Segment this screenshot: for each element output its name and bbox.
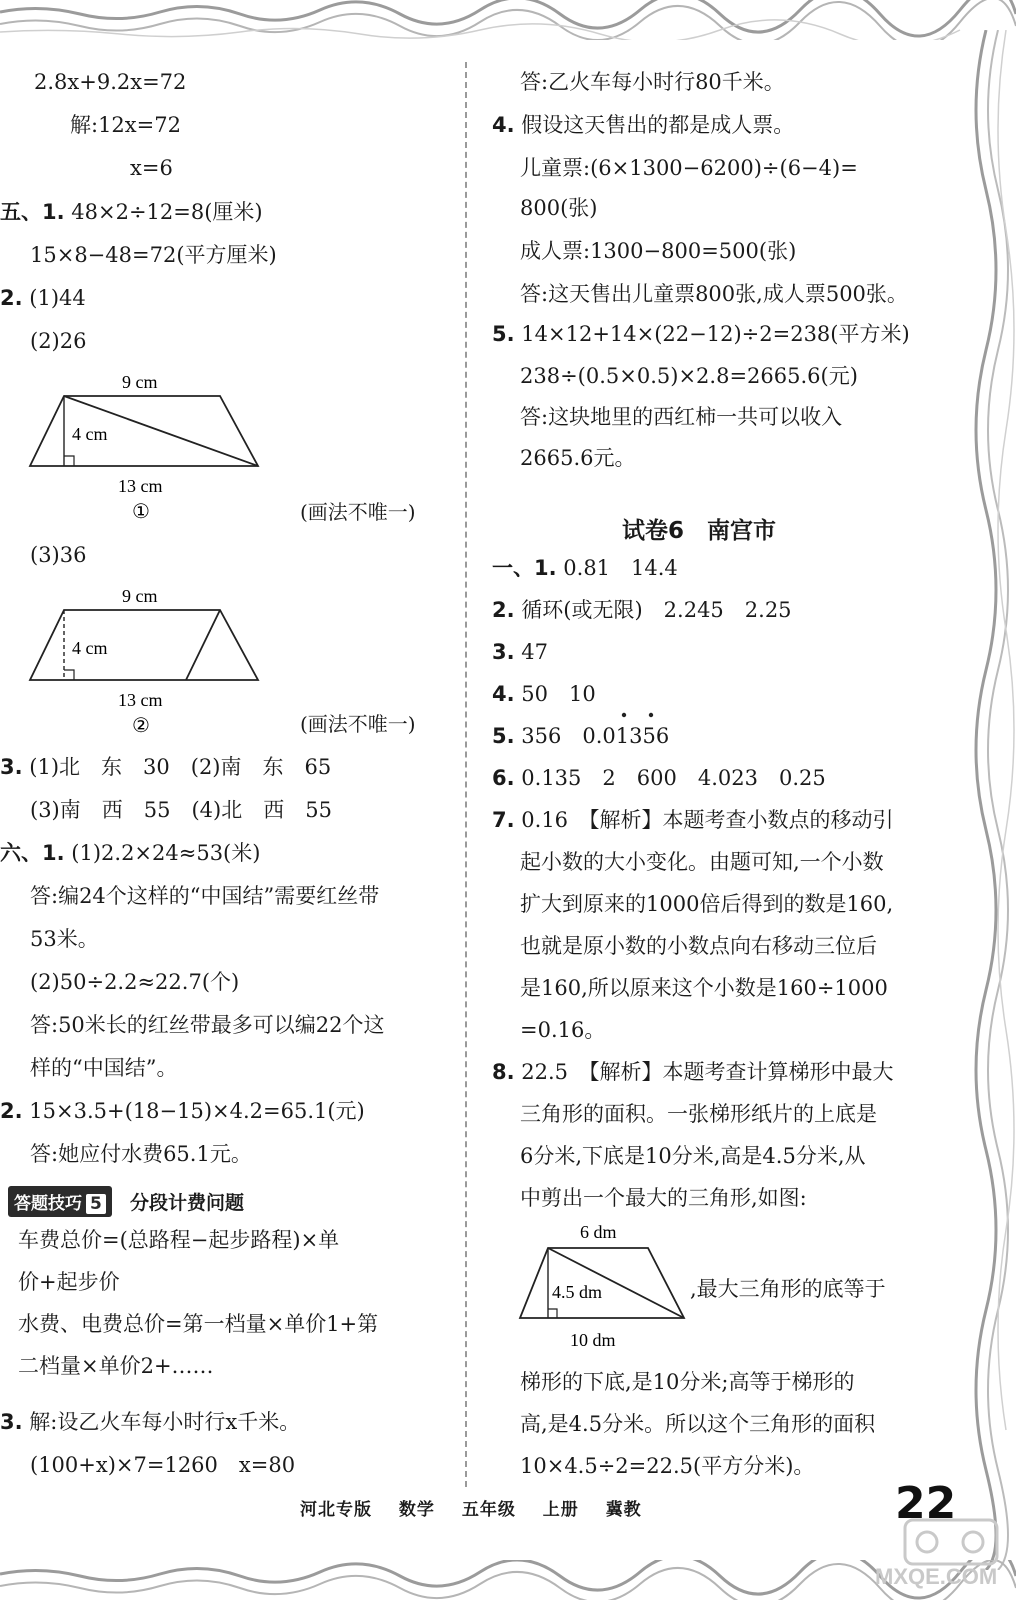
footer [300,1495,662,1520]
answer-text: 356 0.01356 [521,724,670,748]
question-number: 3. [0,1410,23,1434]
question-4 [492,113,794,137]
answer-line: (3)南 西 55 (4)北 西 55 [30,798,332,822]
question-s3 [492,640,548,664]
footer-subject: 数学 [398,1500,435,1520]
drawing-note: (画法不唯一) [300,500,416,524]
answer-line: (2)50÷2.2≈22.7(个) [30,970,240,994]
answer-text: (1)北 东 30 (2)南 东 65 [29,755,332,779]
answer-line: (100+x)×7=1260 x=80 [30,1453,296,1477]
figure-number: ② [132,715,150,737]
answer-text: 22.5 【解析】本题考查计算梯形中最大 [521,1060,894,1084]
question-s1 [492,556,678,580]
height-label: 4.5 dm [552,1282,603,1302]
question-s2 [492,598,792,622]
svg-text:MXQE.COM: MXQE.COM [875,1564,998,1589]
question-number: 5. [492,724,515,748]
answer-line: 10×4.5÷2=22.5(平方分米)。 [520,1454,815,1478]
answer-line: 800(张) [520,196,598,220]
footer-region: 河北专版 [300,1500,372,1520]
question-number: 2. [0,286,23,310]
answer-text: 50 10 [521,682,596,706]
tip-badge [8,1186,112,1217]
answer-line: 梯形的下底,是10分米;高等于梯形的 [520,1370,855,1394]
question-number: 8. [492,1060,515,1084]
trapezoid-diagram [20,582,280,742]
answer-line: 答:乙火车每小时行80千米。 [520,70,785,94]
question-number: 5. [492,322,515,346]
question-6-2 [0,1099,365,1123]
answer-line: 答:50米长的红丝带最多可以编22个这 [30,1013,385,1037]
question-number: 3. [492,640,515,664]
top-base-label: 6 dm [580,1222,617,1242]
footer-grade: 五年级 [461,1500,516,1520]
answer-line: 是160,所以原来这个小数是160÷1000 [520,976,888,1000]
tip-label: 答题技巧 [14,1194,82,1214]
equation-line: 2.8x+9.2x=72 [34,70,187,94]
answer-text: 48×2÷12=8(厘米) [71,200,263,224]
answer-text: 15×3.5+(18−15)×4.2=65.1(元) [29,1099,365,1123]
question-number: 一、1. [492,556,557,580]
repeating-decimal-dots [620,710,660,720]
tip-number: 5 [86,1194,106,1214]
answer-text: 14×12+14×(22−12)÷2=238(平方米) [521,322,910,346]
answer-line: 也就是原小数的小数点向右移动三位后 [520,934,877,958]
figure-number: ① [132,501,150,523]
answer-line: 高,是4.5分米。所以这个三角形的面积 [520,1412,876,1436]
trapezoid-diagram [20,368,280,528]
answer-line: 中剪出一个最大的三角形,如图: [520,1186,807,1210]
answer-line: 样的“中国结”。 [30,1056,178,1080]
answer-text: 0.16 【解析】本题考查小数点的移动引 [521,808,894,832]
answer-line: (2)26 [30,329,87,353]
answer-line: ,最大三角形的底等于 [690,1277,886,1301]
question-s7 [492,808,894,832]
top-base-label: 9 cm [122,586,158,606]
answer-text: (1)44 [29,286,86,310]
answer-text: 解:设乙火车每小时行x千米。 [29,1410,301,1434]
question-number: 6. [492,766,515,790]
answer-line: 238÷(0.5×0.5)×2.8=2665.6(元) [520,364,858,388]
question-number: 五、1. [0,200,65,224]
right-border [946,30,1016,1570]
section-title: 试卷6 南宫市 [622,518,777,544]
question-5-2 [0,286,86,310]
answer-line: 儿童票:(6×1300−6200)÷(6−4)= [520,156,858,180]
bottom-base-label: 13 cm [118,690,163,710]
answer-line: 15×8−48=72(平方厘米) [30,243,277,267]
answer-line: 6分米,下底是10分米,高是4.5分米,从 [520,1144,866,1168]
answer-text: (1)2.2×24≈53(米) [71,841,261,865]
question-5-3 [0,755,331,779]
answer-line: =0.16。 [520,1018,606,1042]
answer-text: 47 [521,640,549,664]
answer-line: 成人票:1300−800=500(张) [520,239,797,263]
top-base-label: 9 cm [122,372,158,392]
answer-text: 循环(或无限) 2.245 2.25 [521,598,792,622]
answer-line: 53米。 [30,927,99,951]
question-s8 [492,1060,894,1084]
question-number: 4. [492,682,515,706]
page-number: 22 [895,1478,957,1529]
answer-line: 2665.6元。 [520,446,636,470]
tip-line: 车费总价=(总路程−起步路程)×单 [18,1228,340,1252]
question-number: 3. [0,755,23,779]
tip-line: 价+起步价 [18,1270,120,1294]
answer-line: 答:编24个这样的“中国结”需要红丝带 [30,884,380,908]
answer-text: 假设这天售出的都是成人票。 [521,113,795,137]
question-s6 [492,766,826,790]
column-divider [465,62,467,1487]
question-6-1 [0,841,260,865]
trapezoid-figure-2 [20,582,280,742]
question-number: 7. [492,808,515,832]
watermark-logo [835,1510,1005,1590]
bottom-base-label: 13 cm [118,476,163,496]
answer-line: 答:她应付水费65.1元。 [30,1142,252,1166]
height-label: 4 cm [72,424,108,444]
question-5-1 [0,200,263,224]
tip-line: 二档量×单价2+…… [18,1354,214,1378]
question-5 [492,322,910,346]
trapezoid-figure-1 [20,368,280,528]
result-line: x=6 [130,156,173,180]
answer-text: 0.81 14.4 [563,556,678,580]
answer-line: 答:这块地里的西红柿一共可以收入 [520,405,843,429]
answer-line: 答:这天售出儿童票800张,成人票500张。 [520,282,908,306]
answer-line: 起小数的大小变化。由题可知,一个小数 [520,850,884,874]
tip-line: 水费、电费总价=第一档量×单价1+第 [18,1312,379,1336]
trapezoid-diagram [510,1218,690,1358]
question-6-3 [0,1410,300,1434]
question-s5 [492,724,669,748]
question-s4 [492,682,596,706]
drawing-note: (画法不唯一) [300,712,416,736]
height-label: 4 cm [72,638,108,658]
tip-title: 分段计费问题 [130,1192,245,1214]
top-border [0,0,1016,40]
question-number: 4. [492,113,515,137]
question-number: 2. [492,598,515,622]
question-number: 2. [0,1099,23,1123]
footer-publisher: 冀教 [605,1500,642,1520]
answer-line: (3)36 [30,543,87,567]
footer-term: 上册 [542,1500,579,1520]
bottom-base-label: 10 dm [570,1330,616,1350]
trapezoid-figure-3 [510,1218,690,1358]
answer-line: 三角形的面积。一张梯形纸片的上底是 [520,1102,877,1126]
question-number: 六、1. [0,841,65,865]
answer-line: 扩大到原来的1000倍后得到的数是160, [520,892,894,916]
solution-line: 解:12x=72 [70,113,181,137]
answer-text: 0.135 2 600 4.023 0.25 [521,766,826,790]
